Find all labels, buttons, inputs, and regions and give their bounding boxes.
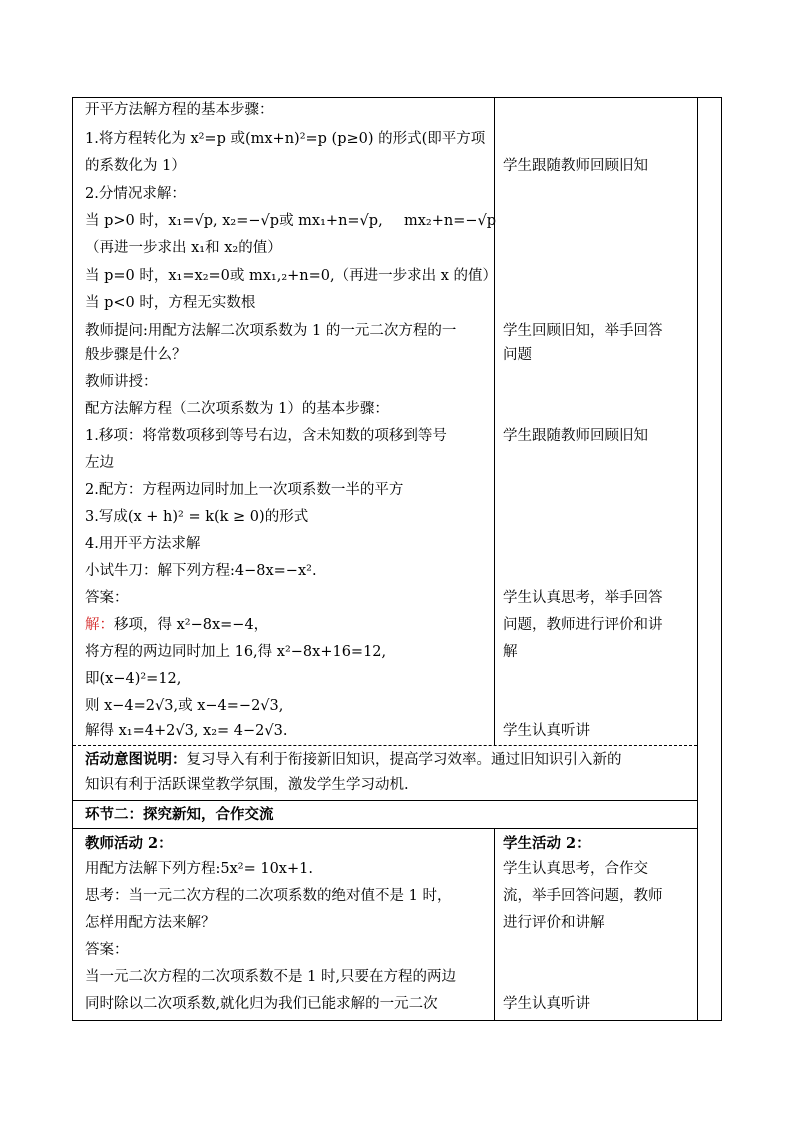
cs-step-1: 1.移项：将常数项移到等号右边，含未知数的项移到等号 [85, 428, 447, 444]
cs-step-4: 4.用开平方法求解 [85, 536, 201, 552]
teacher-activity-2-heading: 教师活动 2： [85, 835, 173, 852]
review-heading: 开平方法解方程的基本步骤： [85, 102, 274, 118]
student-think-cont-2: 解 [503, 644, 518, 660]
activity-intent-label: 活动意图说明： [85, 751, 187, 768]
teacher-activity-2-problem: 用配方法解下列方程:5x²= 10x+1. [85, 861, 313, 877]
case-p-zero: 当 p=0 时，x₁=x₂=0或 mx₁,₂+n=0,（再进一步求出 x 的值） [85, 268, 498, 284]
student-answer-question: 学生回顾旧知，举手回答 [503, 323, 663, 339]
solution-label: 解： [85, 617, 114, 633]
student-activity-2-line-1: 学生认真思考，合作交 [503, 861, 648, 877]
teacher-activity-2-think-cont: 怎样用配方法来解？ [85, 915, 216, 931]
answer-label: 答案： [85, 590, 129, 606]
practice-problem: 小试牛刀：解下列方程:4−8x=−x². [85, 563, 317, 579]
review-step-1: 1.将方程转化为 x²=p 或(mx+n)²=p (p≥0) 的形式(即平方项 [85, 131, 486, 147]
activity-intent-text: 复习导入有利于衔接新旧知识，提高学习效率。通过旧知识引入新的 [186, 752, 622, 768]
cs-step-2: 2.配方：方程两边同时加上一次项系数一半的平方 [85, 482, 404, 498]
case-p-positive-2: mx₂+n=−√p [404, 213, 497, 229]
solution-line-3: 即(x−4)²=12, [85, 671, 182, 687]
section-2-title: 环节二：探究新知，合作交流 [85, 806, 274, 823]
column-divider [494, 829, 495, 1021]
student-answer-question-cont: 问题 [503, 347, 532, 363]
student-review-2: 学生跟随教师回顾旧知 [503, 428, 648, 444]
review-step-2: 2.分情况求解： [85, 186, 186, 202]
student-activity-2-line-4: 学生认真听讲 [503, 996, 590, 1012]
teacher-question-cont: 般步骤是什么？ [85, 347, 187, 363]
case-p-positive-note: （再进一步求出 x₁和 x₂的值） [85, 240, 282, 256]
solution-line-2: 将方程的两边同时加上 16,得 x²−8x+16=12, [85, 644, 387, 660]
solution-line-1 [85, 614, 268, 637]
completing-square-heading: 配方法解方程（二次项系数为 1）的基本步骤： [85, 401, 389, 417]
teacher-question: 教师提问:用配方法解二次项系数为 1 的一元二次方程的一 [85, 323, 457, 339]
student-review-1: 学生跟随教师回顾旧知 [503, 158, 648, 174]
activity-intent [85, 748, 622, 772]
case-p-positive: 当 p>0 时，x₁=√p, x₂=−√p或 mx₁+n=√p, [85, 213, 383, 229]
review-step-1-cont: 的系数化为 1） [85, 158, 186, 174]
teacher-activity-2-answer-cont: 同时除以二次项系数,就化归为我们已能求解的一元二次 [85, 996, 438, 1012]
student-activity-2-heading: 学生活动 2： [503, 835, 591, 852]
row-divider [73, 828, 697, 829]
solution-text: 移项，得 x²−8x=−4， [114, 617, 269, 633]
right-margin-divider [697, 97, 698, 1021]
solution-line-5: 解得 x₁=4+2√3, x₂= 4−2√3. [85, 723, 288, 739]
teacher-activity-2-think: 思考：当一元二次方程的二次项系数的绝对值不是 1 时， [85, 888, 452, 904]
student-activity-2-line-3: 进行评价和讲解 [503, 915, 605, 931]
teacher-lecture: 教师讲授： [85, 374, 158, 390]
column-divider [494, 97, 495, 746]
student-think: 学生认真思考，举手回答 [503, 590, 663, 606]
lesson-table [72, 97, 722, 1021]
solution-line-4: 则 x−4=2√3,或 x−4=−2√3, [85, 698, 284, 714]
student-listen: 学生认真听讲 [503, 723, 590, 739]
activity-intent-cont: 知识有利于活跃课堂教学氛围，激发学生学习动机. [85, 777, 409, 793]
cs-step-3: 3.写成(x + h)² = k(k ≥ 0)的形式 [85, 509, 309, 525]
teacher-activity-2-answer: 当一元二次方程的二次项系数不是 1 时,只要在方程的两边 [85, 969, 457, 985]
cs-step-1-cont: 左边 [85, 455, 114, 471]
student-think-cont: 问题，教师进行评价和讲 [503, 617, 663, 633]
case-p-negative: 当 p<0 时，方程无实数根 [85, 295, 256, 311]
row-divider [73, 745, 697, 746]
student-activity-2-line-2: 流，举手回答问题，教师 [503, 888, 663, 904]
row-divider [73, 800, 697, 801]
teacher-activity-2-answer-label: 答案： [85, 942, 129, 958]
